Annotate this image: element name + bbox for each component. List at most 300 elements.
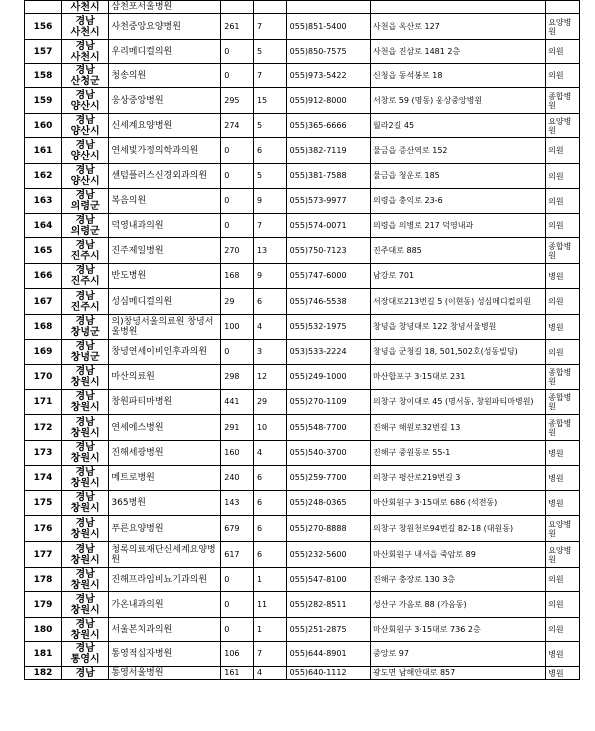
row-number: 167 [25, 289, 62, 315]
region-city: 창원시 [70, 554, 100, 566]
staff-count: 6 [253, 289, 286, 315]
facility-name: 성심메디컬의원 [109, 289, 221, 315]
region-cell [61, 264, 108, 289]
region-city: 창녕군 [70, 352, 100, 363]
address: 마산회원구 내서읍 죽암로 89 [371, 542, 546, 568]
region-city: 양산시 [70, 100, 100, 112]
facility-type: 의원 [546, 289, 580, 315]
facility-name: 연세빛가정의학과의원 [109, 138, 221, 164]
region-cell [61, 365, 108, 390]
row-number: 179 [25, 592, 62, 618]
region-city: 의령군 [70, 225, 100, 237]
phone-number: 055)270-1109 [286, 390, 370, 415]
phone-number: 055)532-1975 [286, 315, 370, 340]
region-city: 창원시 [70, 604, 100, 616]
bed-count: 0 [221, 138, 254, 164]
table-row [25, 138, 580, 164]
table-row [25, 340, 580, 365]
region-province: 경남 [75, 593, 95, 605]
row-number: 163 [25, 189, 62, 214]
staff-count: 12 [253, 365, 286, 390]
phone-number: 055)750-7123 [286, 238, 370, 264]
row-number: 172 [25, 415, 62, 441]
table-row [25, 618, 580, 642]
table-row [25, 415, 580, 441]
facility-name: 가온내과의원 [109, 592, 221, 618]
facility-name: 마산의료원 [109, 365, 221, 390]
staff-count: 7 [253, 14, 286, 40]
region-cell [61, 592, 108, 618]
region-cell [61, 88, 108, 114]
region-cell [61, 1, 108, 14]
region-cell [61, 491, 108, 516]
region-cell [61, 138, 108, 164]
staff-count: 6 [253, 491, 286, 516]
staff-count: 11 [253, 592, 286, 618]
region-city: 사천시 [70, 51, 100, 63]
region-province: 경남 [75, 139, 95, 151]
facility-type: 의원 [546, 214, 580, 238]
table-row [25, 238, 580, 264]
region-province: 경남 [75, 416, 95, 428]
row-number: 176 [25, 516, 62, 542]
region-cell [61, 114, 108, 138]
row-number: 164 [25, 214, 62, 238]
region-city: 창원시 [70, 579, 100, 591]
region-province: 경남 [75, 543, 95, 555]
table-row [25, 214, 580, 238]
region-city: 통영시 [70, 654, 100, 665]
facility-name: 연세에스병원 [109, 415, 221, 441]
address [371, 1, 546, 14]
bed-count: 441 [221, 390, 254, 415]
region-province: 경남 [75, 618, 95, 630]
address: 마산합포구 3·15대로 231 [371, 365, 546, 390]
address: 진해구 해원로32번길 13 [371, 415, 546, 441]
region-province: 경남 [75, 165, 95, 176]
address: 의창구 평산로219번길 3 [371, 466, 546, 491]
facility-type: 의원 [546, 592, 580, 618]
phone-number: 055)282-8511 [286, 592, 370, 618]
region-province: 경남 [75, 40, 95, 52]
region-city: 창원시 [70, 629, 100, 641]
facility-name: 진해프라임비뇨기과의원 [109, 568, 221, 592]
staff-count: 13 [253, 238, 286, 264]
row-number: 173 [25, 441, 62, 466]
bed-count: 160 [221, 441, 254, 466]
facility-type: 의원 [546, 618, 580, 642]
region-cell [61, 238, 108, 264]
region-province: 경남 [75, 643, 95, 654]
bed-count: 0 [221, 568, 254, 592]
staff-count: 5 [253, 40, 286, 64]
phone-number: 055)249-1000 [286, 365, 370, 390]
phone-number: 055)248-0365 [286, 491, 370, 516]
address: 의창구 창이대로 45 (명서동, 창원파티마병원) [371, 390, 546, 415]
staff-count: 29 [253, 390, 286, 415]
facility-name: 진주제일병원 [109, 238, 221, 264]
region-province: 경남 [75, 517, 95, 529]
row-number: 174 [25, 466, 62, 491]
facility-name: 의)창녕서울의료원 창녕서울병원 [109, 315, 221, 340]
bed-count: 0 [221, 189, 254, 214]
phone-number: 055)574-0071 [286, 214, 370, 238]
phone-number: 055)644-8901 [286, 642, 370, 667]
facility-name: 청송의원 [109, 64, 221, 88]
facility-type: 의원 [546, 138, 580, 164]
address: 진주대로 885 [371, 238, 546, 264]
facility-name: 365병원 [109, 491, 221, 516]
row-number: 171 [25, 390, 62, 415]
bed-count: 298 [221, 365, 254, 390]
region-city: 창녕군 [70, 327, 100, 338]
table-row [25, 516, 580, 542]
address: 서창로 59 (명동) 웅상중앙병원 [371, 88, 546, 114]
facility-name: 푸른요양병원 [109, 516, 221, 542]
region-province: 경남 [75, 391, 95, 402]
facility-type: 의원 [546, 64, 580, 88]
region-city: 진주시 [70, 276, 100, 287]
facility-name: 서울본치과의원 [109, 618, 221, 642]
region-province: 경남 [75, 316, 95, 327]
region-city: 창원시 [70, 377, 100, 388]
row-number: 169 [25, 340, 62, 365]
region-city: 의령군 [70, 201, 100, 212]
facility-type: 종합병원 [546, 88, 580, 114]
row-number: 158 [25, 64, 62, 88]
facility-name: 진해세광병원 [109, 441, 221, 466]
staff-count: 15 [253, 88, 286, 114]
region-city: 진주시 [70, 250, 100, 262]
row-number: 162 [25, 164, 62, 189]
facility-name: 반도병원 [109, 264, 221, 289]
table-row [25, 568, 580, 592]
region-cell [61, 415, 108, 441]
address: 진해구 중원동로 55-1 [371, 441, 546, 466]
bed-count: 143 [221, 491, 254, 516]
address: 사천읍 진삼로 1481 2층 [371, 40, 546, 64]
table-row [25, 88, 580, 114]
phone-number: 055)747-6000 [286, 264, 370, 289]
address: 중앙로 97 [371, 642, 546, 667]
staff-count: 5 [253, 164, 286, 189]
table-row [25, 491, 580, 516]
address: 월라2길 45 [371, 114, 546, 138]
table-row [25, 592, 580, 618]
bed-count: 679 [221, 516, 254, 542]
address: 의령읍 충익로 23-6 [371, 189, 546, 214]
facility-name: 통영적십자병원 [109, 642, 221, 667]
phone-number: 055)540-3700 [286, 441, 370, 466]
table-row [25, 289, 580, 315]
region-cell [61, 642, 108, 667]
facility-type: 의원 [546, 568, 580, 592]
region-city: 산청군 [70, 75, 100, 87]
staff-count: 10 [253, 415, 286, 441]
bed-count [221, 1, 254, 14]
staff-count [253, 1, 286, 14]
row-number: 170 [25, 365, 62, 390]
facility-type: 의원 [546, 40, 580, 64]
row-number [25, 1, 62, 14]
bed-count: 29 [221, 289, 254, 315]
region-city: 양산시 [70, 125, 100, 137]
region-province: 경남 [75, 265, 95, 276]
table-row [25, 14, 580, 40]
facility-type: 종합병원 [546, 390, 580, 415]
region-cell [61, 164, 108, 189]
facility-type: 요양병원 [546, 114, 580, 138]
facility-name: 창녕연세이비인후과의원 [109, 340, 221, 365]
facility-name: 삼천포서울병원 [109, 1, 221, 14]
staff-count: 1 [253, 568, 286, 592]
hospital-table [24, 0, 580, 680]
table-row [25, 264, 580, 289]
staff-count: 6 [253, 542, 286, 568]
facility-name: 웅상중앙병원 [109, 88, 221, 114]
phone-number: 055)746-5538 [286, 289, 370, 315]
region-cell [61, 289, 108, 315]
phone-number: 055)548-7700 [286, 415, 370, 441]
staff-count: 7 [253, 642, 286, 667]
region-province: 경남 [75, 341, 95, 352]
bed-count: 274 [221, 114, 254, 138]
address: 남강로 701 [371, 264, 546, 289]
address: 창녕읍 군청길 18, 501,502호(성동빌딩) [371, 340, 546, 365]
phone-number: 055)973-5422 [286, 64, 370, 88]
region-city: 창원시 [70, 453, 100, 464]
region-province: 경남 [75, 467, 95, 478]
region-city: 창원시 [70, 427, 100, 439]
facility-name: 사천중앙요양병원 [109, 14, 221, 40]
staff-count: 3 [253, 340, 286, 365]
phone-number: 055)232-5600 [286, 542, 370, 568]
table-row [25, 164, 580, 189]
region-cell [61, 618, 108, 642]
table-row [25, 114, 580, 138]
table-row [25, 1, 580, 14]
row-number: 175 [25, 491, 62, 516]
address: 의령읍 의병로 217 덕영내과 [371, 214, 546, 238]
staff-count: 6 [253, 138, 286, 164]
region-province: 경남 [75, 89, 95, 101]
facility-type: 의원 [546, 164, 580, 189]
address: 창녕읍 창녕대로 122 창녕서울병원 [371, 315, 546, 340]
region-city: 창원시 [70, 528, 100, 540]
row-number: 166 [25, 264, 62, 289]
phone-number: 053)533-2224 [286, 340, 370, 365]
row-number: 181 [25, 642, 62, 667]
staff-count: 6 [253, 466, 286, 491]
bed-count: 168 [221, 264, 254, 289]
address: 물금읍 청운로 185 [371, 164, 546, 189]
facility-type: 병원 [546, 315, 580, 340]
facility-type: 병원 [546, 642, 580, 667]
region-province: 경남 [75, 239, 95, 251]
table-row [25, 390, 580, 415]
staff-count: 7 [253, 64, 286, 88]
region-province: 경남 [75, 290, 95, 302]
bed-count: 100 [221, 315, 254, 340]
bed-count: 270 [221, 238, 254, 264]
address: 진해구 충장로 130 3층 [371, 568, 546, 592]
table-row [25, 189, 580, 214]
phone-number: 055)640-1112 [286, 667, 370, 680]
row-number: 160 [25, 114, 62, 138]
facility-type: 병원 [546, 491, 580, 516]
region-province: 경남 [75, 190, 95, 201]
staff-count: 4 [253, 667, 286, 680]
address: 물금읍 증산역로 152 [371, 138, 546, 164]
bed-count: 106 [221, 642, 254, 667]
row-number: 182 [25, 667, 62, 680]
facility-type: 요양병원 [546, 14, 580, 40]
facility-type: 의원 [546, 340, 580, 365]
row-number: 161 [25, 138, 62, 164]
facility-type: 의원 [546, 189, 580, 214]
facility-name: 메트로병원 [109, 466, 221, 491]
row-number: 157 [25, 40, 62, 64]
bed-count: 617 [221, 542, 254, 568]
region-city: 양산시 [70, 150, 100, 162]
region-city: 진주시 [70, 301, 100, 313]
bed-count: 240 [221, 466, 254, 491]
staff-count: 6 [253, 516, 286, 542]
staff-count: 9 [253, 189, 286, 214]
phone-number: 055)573-9977 [286, 189, 370, 214]
facility-type: 병원 [546, 264, 580, 289]
region-cell [61, 189, 108, 214]
address: 서장대로213번길 5 (이현동) 성심메디컬의원 [371, 289, 546, 315]
region-cell [61, 667, 108, 680]
facility-name: 통영서울병원 [109, 667, 221, 680]
region-city: 사천시 [70, 26, 100, 38]
row-number: 180 [25, 618, 62, 642]
table-row [25, 642, 580, 667]
table-row [25, 40, 580, 64]
address: 마산회원구 3·15대로 736 2층 [371, 618, 546, 642]
region-province: 경남 [75, 366, 95, 377]
bed-count: 291 [221, 415, 254, 441]
region-province: 경남 [75, 214, 95, 226]
row-number: 178 [25, 568, 62, 592]
facility-name: 우리메디컬의원 [109, 40, 221, 64]
address: 성산구 가음로 88 (가음동) [371, 592, 546, 618]
facility-type [546, 1, 580, 14]
region-cell [61, 214, 108, 238]
phone-number: 055)270-8888 [286, 516, 370, 542]
table-row [25, 667, 580, 680]
row-number: 156 [25, 14, 62, 40]
bed-count: 0 [221, 64, 254, 88]
phone-number: 055)851-5400 [286, 14, 370, 40]
phone-number: 055)547-8100 [286, 568, 370, 592]
facility-type: 종합병원 [546, 238, 580, 264]
table-row [25, 64, 580, 88]
staff-count: 4 [253, 441, 286, 466]
address: 사천읍 옥산로 127 [371, 14, 546, 40]
bed-count: 0 [221, 618, 254, 642]
address: 의창구 창원천로94번길 82-18 (대원동) [371, 516, 546, 542]
bed-count: 261 [221, 14, 254, 40]
table-body [25, 1, 580, 680]
bed-count: 0 [221, 340, 254, 365]
facility-type: 종합병원 [546, 365, 580, 390]
table-row [25, 466, 580, 491]
staff-count: 5 [253, 114, 286, 138]
facility-type: 병원 [546, 466, 580, 491]
region-cell [61, 340, 108, 365]
facility-name: 신세계요양병원 [109, 114, 221, 138]
bed-count: 0 [221, 164, 254, 189]
region-city: 사천시 [70, 1, 100, 13]
region-cell [61, 64, 108, 88]
region-cell [61, 390, 108, 415]
address: 마산회원구 3·15대로 686 (석전동) [371, 491, 546, 516]
staff-count: 7 [253, 214, 286, 238]
phone-number: 055)259-7700 [286, 466, 370, 491]
facility-name: 청록의료재단신세계요양병원 [109, 542, 221, 568]
row-number: 168 [25, 315, 62, 340]
table-row [25, 542, 580, 568]
phone-number: 055)382-7119 [286, 138, 370, 164]
phone-number: 055)850-7575 [286, 40, 370, 64]
bed-count: 295 [221, 88, 254, 114]
staff-count: 4 [253, 315, 286, 340]
region-province: 경남 [75, 15, 95, 27]
phone-number: 055)381-7588 [286, 164, 370, 189]
facility-name: 센텀플러스신경외과의원 [109, 164, 221, 189]
phone-number: 055)365-6666 [286, 114, 370, 138]
region-city: 양산시 [70, 176, 100, 187]
facility-type: 요양병원 [546, 516, 580, 542]
region-province: 경남 [75, 64, 95, 76]
phone-number: 055)251-2875 [286, 618, 370, 642]
region-cell [61, 40, 108, 64]
facility-type: 요양병원 [546, 542, 580, 568]
facility-name: 복음의원 [109, 189, 221, 214]
table-row [25, 441, 580, 466]
region-city: 창원시 [70, 503, 100, 514]
bed-count: 0 [221, 214, 254, 238]
facility-name: 창원파티마병원 [109, 390, 221, 415]
facility-name: 덕영내과의원 [109, 214, 221, 238]
row-number: 159 [25, 88, 62, 114]
staff-count: 1 [253, 618, 286, 642]
region-cell [61, 466, 108, 491]
bed-count: 0 [221, 40, 254, 64]
region-province: 경남 [75, 114, 95, 126]
row-number: 177 [25, 542, 62, 568]
region-cell [61, 516, 108, 542]
phone-number [286, 1, 370, 14]
facility-type: 병원 [546, 441, 580, 466]
region-cell [61, 315, 108, 340]
region-city: 창원시 [70, 402, 100, 413]
bed-count: 0 [221, 592, 254, 618]
table-row [25, 365, 580, 390]
bed-count: 161 [221, 667, 254, 680]
facility-type: 종합병원 [546, 415, 580, 441]
phone-number: 055)912-8000 [286, 88, 370, 114]
row-number: 165 [25, 238, 62, 264]
address: 신청읍 동석봉로 18 [371, 64, 546, 88]
region-cell [61, 568, 108, 592]
region-province: 경남 [75, 492, 95, 503]
address: 광도면 남해안대로 857 [371, 667, 546, 680]
region-city: 창원시 [70, 478, 100, 489]
region-province: 경남 [75, 442, 95, 453]
